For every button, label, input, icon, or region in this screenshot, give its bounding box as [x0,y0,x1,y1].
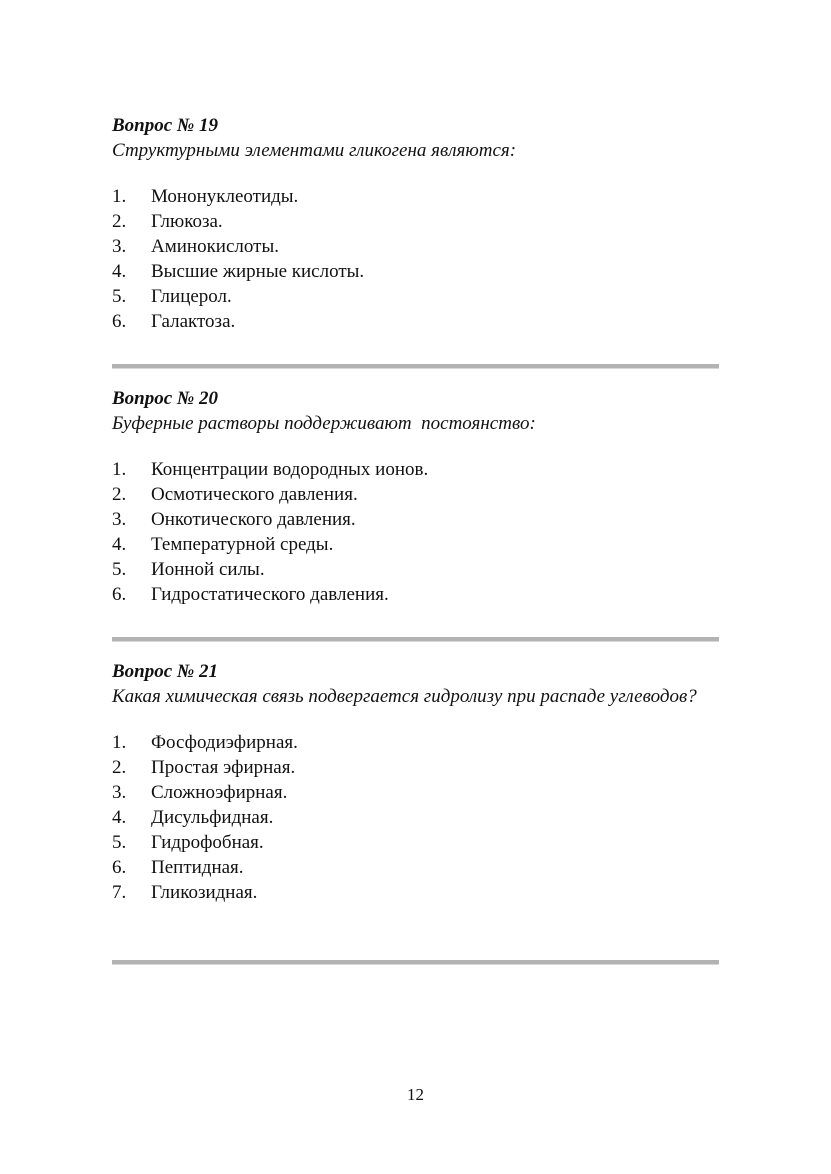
answer-text: Гликозидная. [151,882,258,903]
answer-item [112,309,719,334]
question-text: Буферные растворы поддерживают постоянство: [112,413,536,434]
answer-text: Глюкоза. [151,211,223,232]
answer-item [112,209,719,234]
answer-number: 4. [112,261,127,282]
answer-number: 6. [112,311,127,332]
answer-text: Глицерол. [151,286,232,307]
answer-text: Осмотического давления. [151,484,358,505]
answer-item [112,507,719,532]
answer-list [112,730,719,905]
answer-text: Дисульфидная. [151,807,274,828]
question-20 [112,386,719,607]
answer-item [112,880,719,905]
answer-item [112,582,719,607]
answer-text: Фосфодиэфирная. [151,732,298,753]
answer-number: 4. [112,807,127,828]
answer-text: Простая эфирная. [151,757,296,778]
answer-text: Ионной силы. [151,559,265,580]
answer-item [112,457,719,482]
answer-item [112,532,719,557]
answer-item [112,805,719,830]
answer-text: Температурной среды. [151,534,334,555]
answer-number: 2. [112,484,127,505]
section-divider [112,637,719,642]
answer-list [112,184,719,334]
question-title: Вопрос № 20 [112,388,219,409]
answer-list [112,457,719,607]
page-number: 12 [407,1085,424,1104]
answer-number: 3. [112,782,127,803]
answer-text: Сложноэфирная. [151,782,288,803]
answer-number: 5. [112,559,127,580]
answer-text: Онкотического давления. [151,509,356,530]
answer-item [112,234,719,259]
question-19 [112,113,719,334]
answer-text: Гидрофобная. [151,832,264,853]
section-divider [112,960,719,965]
answer-number: 1. [112,186,127,207]
answer-number: 4. [112,534,127,555]
answer-text: Галактоза. [151,311,236,332]
question-title: Вопрос № 21 [112,661,219,682]
answer-number: 2. [112,211,127,232]
question-title: Вопрос № 19 [112,115,219,136]
answer-number: 3. [112,236,127,257]
answer-number: 3. [112,509,127,530]
answer-item [112,855,719,880]
answer-text: Мононуклеотиды. [151,186,299,207]
section-divider [112,364,719,369]
answer-number: 6. [112,857,127,878]
answer-item [112,557,719,582]
answer-item [112,184,719,209]
answer-item [112,755,719,780]
answer-number: 1. [112,732,127,753]
answer-item [112,482,719,507]
answer-number: 1. [112,459,127,480]
answer-text: Гидростатического давления. [151,584,389,605]
answer-text: Концентрации водородных ионов. [151,459,429,480]
answer-item [112,730,719,755]
question-21 [112,659,719,905]
answer-text: Пептидная. [151,857,244,878]
answer-item [112,259,719,284]
answer-item [112,284,719,309]
question-text: Структурными элементами гликогена являются: [112,140,517,161]
answer-item [112,830,719,855]
answer-number: 6. [112,584,127,605]
answer-number: 7. [112,882,127,903]
answer-number: 2. [112,757,127,778]
answer-text: Высшие жирные кислоты. [151,261,365,282]
question-text: Какая химическая связь подвергается гидролизу при распаде углеводов? [112,686,697,707]
answer-number: 5. [112,286,127,307]
answer-text: Аминокислоты. [151,236,279,257]
answer-number: 5. [112,832,127,853]
answer-item [112,780,719,805]
